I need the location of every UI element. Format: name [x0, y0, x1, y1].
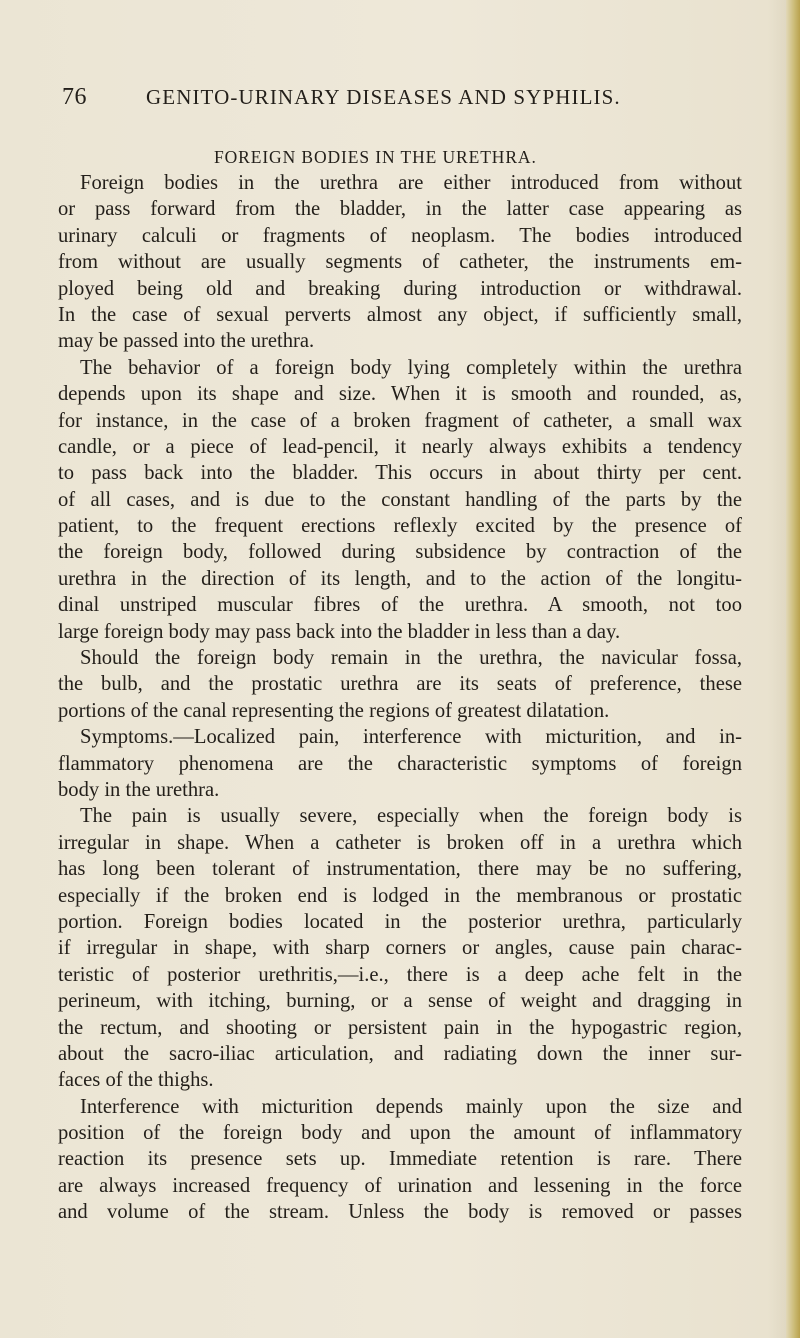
text-line: ployed being old and breaking during introduction or withdrawal. [58, 277, 742, 300]
running-head: GENITO-URINARY DISEASES AND SYPHILIS. [146, 85, 621, 109]
text-line: the foreign body, followed during subsidence by contraction of the [58, 541, 742, 564]
text-line: teristic of posterior urethritis,—i.e., there is a deep ache felt in the [58, 963, 742, 986]
text-line: portion. Foreign bodies located in the posterior urethra, particularly [58, 910, 742, 933]
text-line: body in the urethra. [58, 778, 220, 801]
text-line: The behavior of a foreign body lying completely within the urethra [80, 356, 742, 379]
text-line: Foreign bodies in the urethra are either introduced from without [80, 172, 742, 194]
text-line: position of the foreign body and upon the amount of inflammatory [58, 1122, 742, 1145]
body-text [58, 170, 742, 1226]
text-line: urinary calculi or fragments of neoplasm. The bodies introduced [58, 224, 742, 247]
text-line: depends upon its shape and size. When it is smooth and rounded, as, [58, 383, 742, 406]
text-line: perineum, with itching, burning, or a sense of weight and dragging in [58, 990, 742, 1013]
text-line: dinal unstriped muscular fibres of the urethra. A smooth, not too [58, 594, 742, 617]
section-title: FOREIGN BODIES IN THE URETHRA. [214, 147, 537, 167]
page-number: 76 [62, 84, 87, 110]
text-line: about the sacro-iliac articulation, and radiating down the inner sur- [58, 1042, 742, 1065]
text-line: the rectum, and shooting or persistent pain in the hypogastric region, [58, 1016, 742, 1039]
text-line: candle, or a piece of lead-pencil, it nearly always exhibits a tendency [58, 435, 742, 458]
text-line: of all cases, and is due to the constant handling of the parts by the [58, 488, 742, 511]
text-line: Interference with micturition depends mainly upon the size and [80, 1095, 742, 1118]
text-line: if irregular in shape, with sharp corners or angles, cause pain charac- [58, 937, 742, 960]
text-line: may be passed into the urethra. [58, 330, 315, 353]
page-header [62, 82, 762, 110]
text-line: portions of the canal representing the regions of greatest dilatation. [58, 699, 610, 722]
text-line: faces of the thighs. [58, 1069, 214, 1092]
text-line: Symptoms.—Localized pain, interference with micturition, and in- [80, 726, 742, 749]
text-line: has long been tolerant of instrumentation, there may be no suffering, [58, 858, 742, 881]
text-line: or pass forward from the bladder, in the latter case appearing as [58, 198, 742, 221]
text-line: patient, to the frequent erections reflexly excited by the presence of [58, 515, 742, 538]
text-line: flammatory phenomena are the characteristic symptoms of foreign [58, 752, 742, 775]
text-line: are always increased frequency of urination and lessening in the force [58, 1174, 742, 1197]
text-line: Should the foreign body remain in the urethra, the navicular fossa, [80, 647, 742, 670]
text-line: reaction its presence sets up. Immediate retention is rare. There [58, 1148, 742, 1171]
text-line: and volume of the stream. Unless the body is removed or passes [58, 1201, 742, 1224]
text-line: the bulb, and the prostatic urethra are its seats of preference, these [58, 673, 742, 696]
text-line: large foreign body may pass back into the bladder in less than a day. [58, 620, 621, 643]
page-edge [786, 0, 800, 1338]
text-line: to pass back into the bladder. This occurs in about thirty per cent. [58, 462, 742, 485]
text-line: The pain is usually severe, especially when the foreign body is [80, 805, 742, 828]
text-line: irregular in shape. When a catheter is broken off in a urethra which [58, 831, 742, 854]
text-line: from without are usually segments of catheter, the instruments em- [58, 251, 742, 274]
text-line: urethra in the direction of its length, and to the action of the longitu- [58, 567, 742, 590]
text-line: for instance, in the case of a broken fragment of catheter, a small wax [58, 409, 742, 432]
text-line: In the case of sexual perverts almost any object, if sufficiently small, [58, 303, 742, 326]
text-line: especially if the broken end is lodged in the membranous or prostatic [58, 884, 742, 907]
